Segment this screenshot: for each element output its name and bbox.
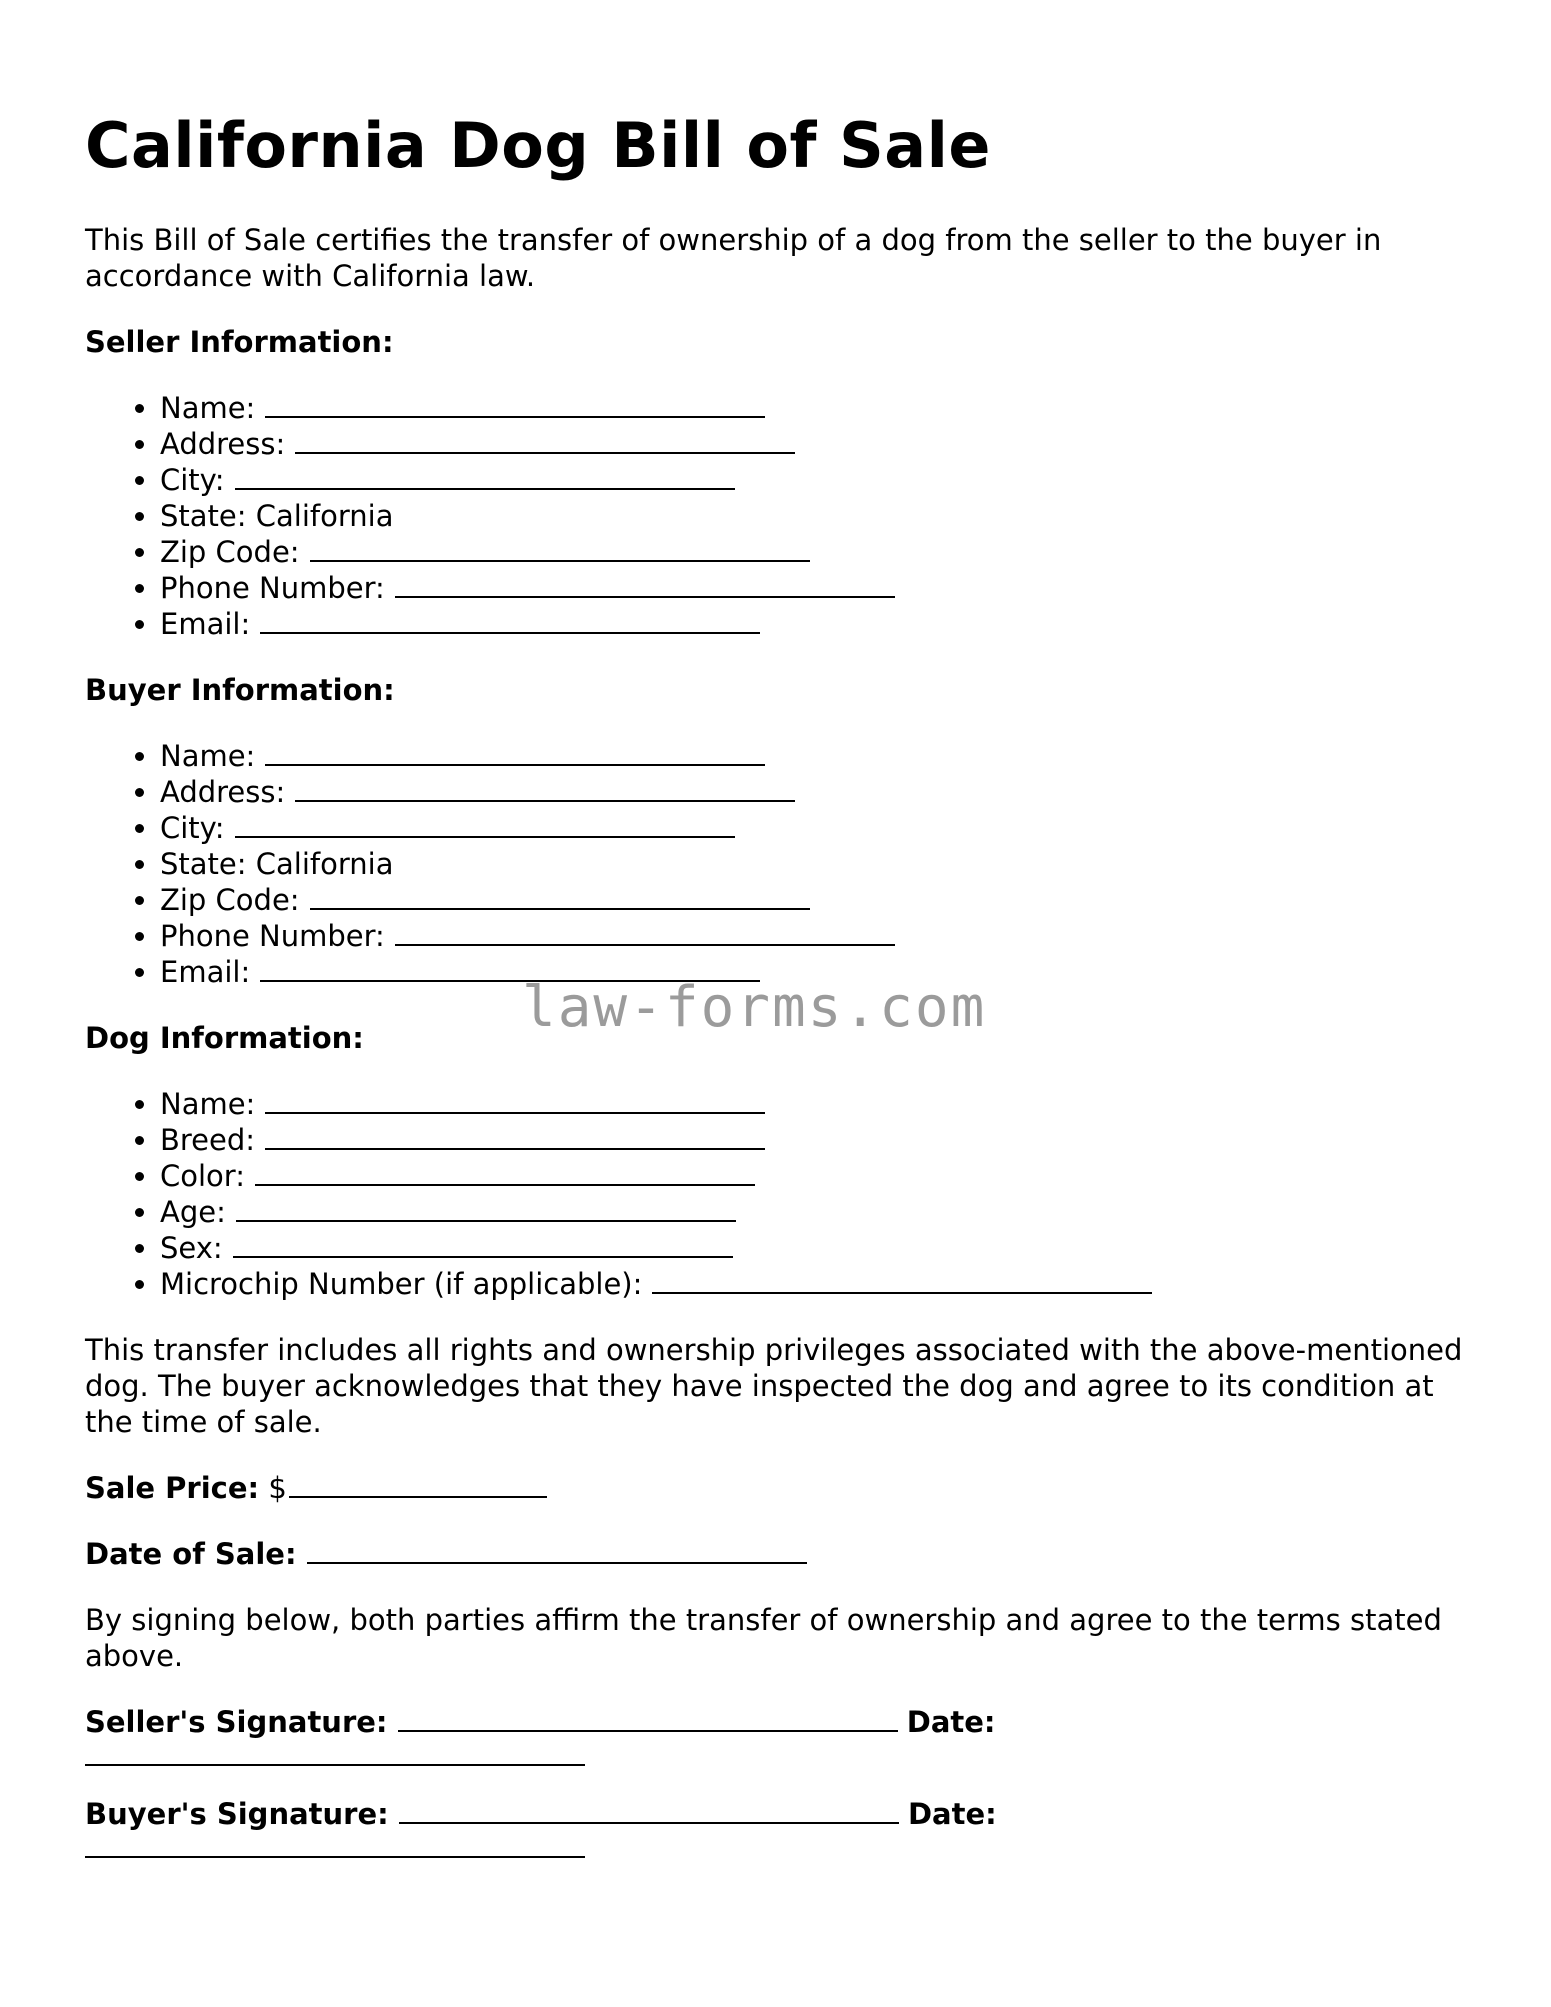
list-item: [160, 774, 1465, 810]
dog-color-field[interactable]: [255, 1158, 755, 1186]
list-item: [160, 426, 1465, 462]
buyer-signature-field[interactable]: [399, 1796, 899, 1824]
seller-date-field[interactable]: [85, 1740, 585, 1766]
list-item: [160, 1122, 1465, 1158]
seller-email-field[interactable]: [260, 606, 760, 634]
intro-paragraph: This Bill of Sale certifies the transfer of ownership of a dog from the seller to the buyer in accordance with California law.: [85, 223, 1382, 293]
list-item: [160, 498, 1465, 534]
currency-symbol: $: [268, 1471, 287, 1505]
list-item: [160, 1230, 1465, 1266]
seller-signature-label: Seller's Signature:: [85, 1705, 388, 1739]
buyer-city-label: City:: [160, 811, 225, 845]
seller-signature-field[interactable]: [398, 1704, 898, 1732]
buyer-field-list: [85, 738, 1465, 990]
buyer-city-field[interactable]: [235, 810, 735, 838]
sale-price-field[interactable]: [289, 1470, 547, 1498]
buyer-zip-label: Zip Code:: [160, 883, 300, 917]
buyer-state-label: State: California: [160, 847, 394, 881]
list-item: [160, 1194, 1465, 1230]
seller-address-field[interactable]: [295, 426, 795, 454]
seller-email-label: Email:: [160, 607, 251, 641]
buyer-address-label: Address:: [160, 775, 286, 809]
buyer-section-heading: Buyer Information:: [85, 673, 395, 707]
dog-name-label: Name:: [160, 1087, 256, 1121]
buyer-name-field[interactable]: [265, 738, 765, 766]
dog-section-heading: Dog Information:: [85, 1021, 364, 1055]
seller-name-label: Name:: [160, 391, 256, 425]
buyer-date-label: Date:: [907, 1797, 997, 1831]
dog-sex-field[interactable]: [233, 1230, 733, 1258]
seller-field-list: [85, 390, 1465, 642]
list-item: [160, 390, 1465, 426]
buyer-signature-row: [85, 1796, 1465, 1858]
date-of-sale-label: Date of Sale:: [85, 1537, 297, 1571]
watermark: law-forms.com: [522, 975, 987, 1040]
list-item: [160, 882, 1465, 918]
dog-age-field[interactable]: [236, 1194, 736, 1222]
dog-color-label: Color:: [160, 1159, 245, 1193]
buyer-signature-label: Buyer's Signature:: [85, 1797, 389, 1831]
dog-microchip-label: Microchip Number (if applicable):: [160, 1267, 643, 1301]
dog-field-list: [85, 1086, 1465, 1302]
transfer-paragraph: This transfer includes all rights and ownership privileges associated with the above-mentioned dog. The buyer acknowledges that they have inspected the dog and agree to its condition at the time of sale.: [85, 1333, 1463, 1439]
seller-signature-row: [85, 1704, 1465, 1766]
sale-price-label: Sale Price:: [85, 1471, 260, 1505]
seller-city-label: City:: [160, 463, 225, 497]
document-title: California Dog Bill of Sale: [85, 109, 991, 182]
seller-state-label: State: California: [160, 499, 394, 533]
buyer-phone-field[interactable]: [395, 918, 895, 946]
seller-name-field[interactable]: [265, 390, 765, 418]
seller-zip-field[interactable]: [310, 534, 810, 562]
seller-city-field[interactable]: [235, 462, 735, 490]
list-item: [160, 570, 1465, 606]
list-item: [160, 846, 1465, 882]
list-item: [160, 1086, 1465, 1122]
dog-name-field[interactable]: [265, 1086, 765, 1114]
affirm-paragraph: By signing below, both parties affirm the transfer of ownership and agree to the terms stated above.: [85, 1603, 1442, 1673]
date-of-sale-row: [85, 1536, 1465, 1572]
dog-breed-field[interactable]: [265, 1122, 765, 1150]
dog-breed-label: Breed:: [160, 1123, 256, 1157]
list-item: [160, 606, 1465, 642]
seller-date-label: Date:: [906, 1705, 996, 1739]
buyer-name-label: Name:: [160, 739, 256, 773]
buyer-date-field[interactable]: [85, 1832, 585, 1858]
list-item: [160, 810, 1465, 846]
seller-phone-field[interactable]: [395, 570, 895, 598]
dog-sex-label: Sex:: [160, 1231, 223, 1265]
dog-microchip-field[interactable]: [652, 1266, 1152, 1294]
sale-price-row: [85, 1470, 1465, 1506]
dog-age-label: Age:: [160, 1195, 226, 1229]
buyer-email-label: Email:: [160, 955, 251, 989]
list-item: [160, 918, 1465, 954]
seller-zip-label: Zip Code:: [160, 535, 300, 569]
list-item: [160, 534, 1465, 570]
buyer-address-field[interactable]: [295, 774, 795, 802]
list-item: [160, 738, 1465, 774]
date-of-sale-field[interactable]: [307, 1536, 807, 1564]
list-item: [160, 1158, 1465, 1194]
list-item: [160, 462, 1465, 498]
list-item: [160, 1266, 1465, 1302]
seller-address-label: Address:: [160, 427, 286, 461]
seller-section-heading: Seller Information:: [85, 325, 394, 359]
buyer-zip-field[interactable]: [310, 882, 810, 910]
buyer-phone-label: Phone Number:: [160, 919, 385, 953]
seller-phone-label: Phone Number:: [160, 571, 385, 605]
